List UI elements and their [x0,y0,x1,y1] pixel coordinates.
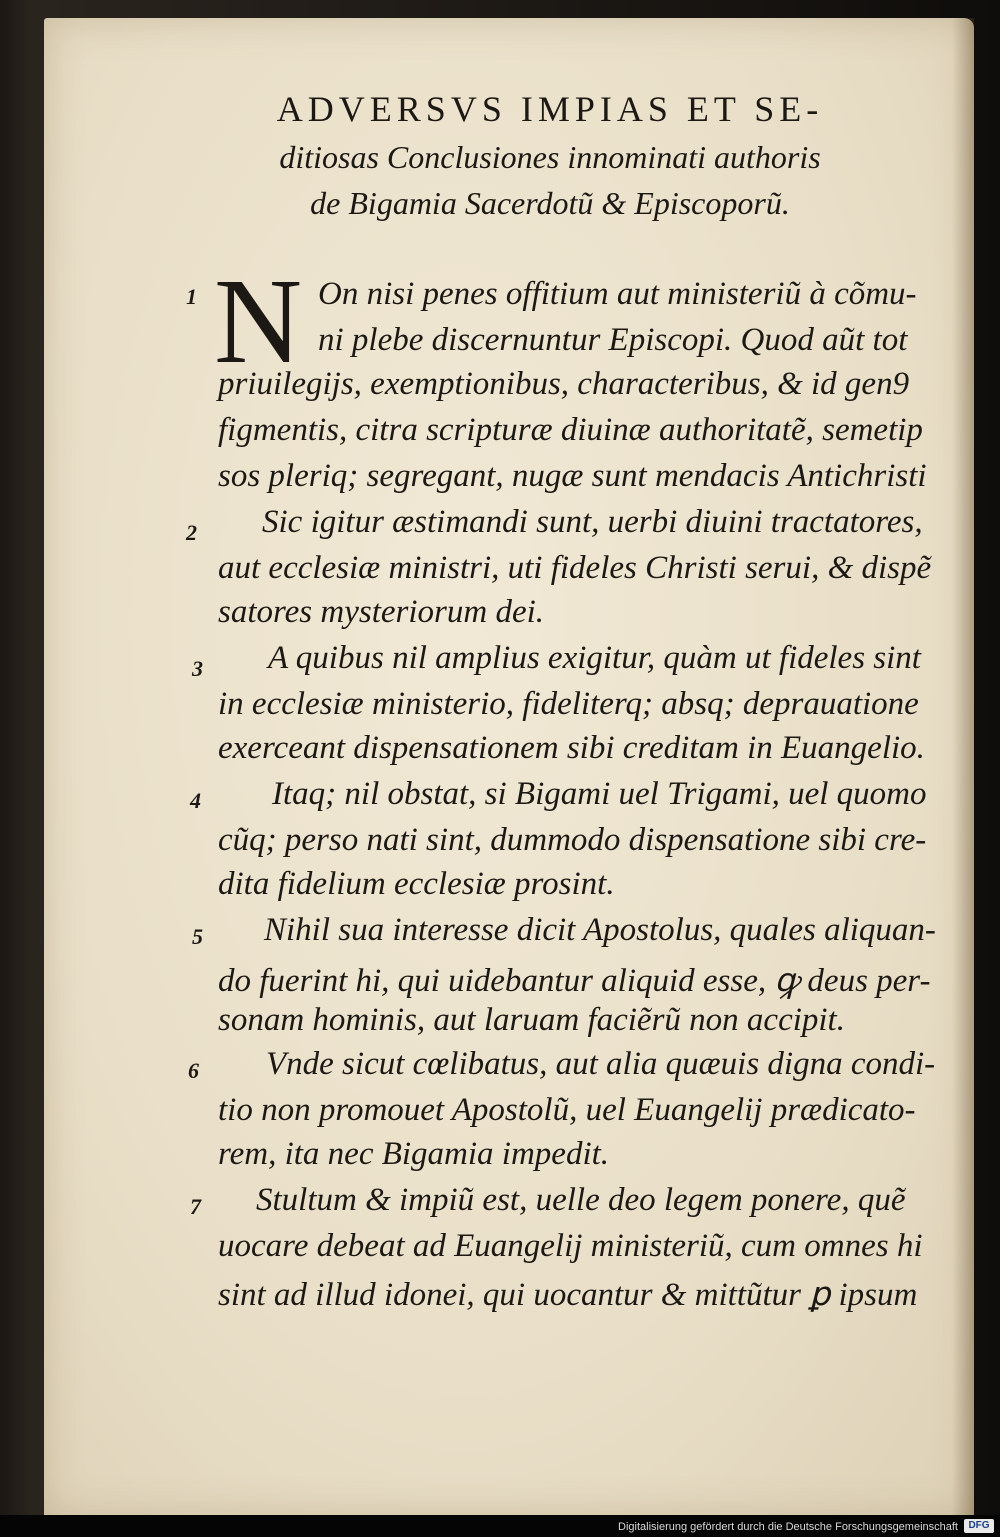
text-line: Sic igitur æstimandi sunt, uerbi diuini tractatores, [262,504,923,540]
heading-line-3: de Bigamia Sacerdotũ & Episcoporũ. [310,185,790,221]
text-line: uocare debeat ad Euangelij ministeriũ, cum omnes hi [218,1228,923,1264]
drop-cap: N [214,254,303,389]
heading-line-1: ADVERSVS IMPIAS ET SE- [276,89,824,129]
text-line: do fuerint hi, qui uidebantur aliquid esse, ꝙ deus per- [218,963,931,999]
text-line: in ecclesiæ ministerio, fideliterq; absq; deprauatione [218,686,919,722]
text-line: figmentis, citra scripturæ diuinæ authoritatẽ, semetip [218,412,923,448]
text-line: ni plebe discernuntur Episcopi. Quod aũt tot [318,322,908,358]
text-line: sos pleriq; segregant, nugæ sunt mendacis Antichristi [218,458,927,494]
text-line: Nihil sua interesse dicit Apostolus, quales aliquan- [264,912,936,948]
digitization-credit: Digitalisierung gefördert durch die Deutsche Forschungsgemeinschaft [618,1521,958,1533]
paragraph-number: 7 [190,1194,201,1219]
text-line: satores mysteriorum dei. [218,594,545,630]
text-line: rem, ita nec Bigamia impedit. [218,1136,610,1172]
text-line: dita fidelium ecclesiæ prosint. [218,866,615,902]
page-edge-shadow [952,18,974,1518]
text-line: A quibus nil amplius exigitur, quàm ut fideles sint [268,640,921,676]
page-heading [210,84,890,226]
text-line: tio non promouet Apostolũ, uel Euangelij prædicato- [218,1092,916,1128]
paragraph-number: 2 [186,520,197,545]
paragraph-number: 4 [190,788,201,813]
footer-bar [0,1515,1000,1537]
text-line: cũq; perso nati sint, dummodo dispensatione sibi cre- [218,822,927,858]
text-line: sint ad illud idonei, qui uocantur & mittũtur ꝑ ipsum [218,1277,918,1313]
text-line: aut ecclesiæ ministri, uti fideles Christi serui, & dispẽ [218,550,932,586]
dfg-logo: DFG [964,1519,994,1533]
text-line: priuilegijs, exemptionibus, characteribus, & id gen9 [218,366,910,402]
paragraph-number: 1 [186,284,197,309]
paragraph-number: 3 [192,656,203,681]
text-line: Vnde sicut cœlibatus, aut alia quæuis digna condi- [266,1046,936,1082]
text-line: On nisi penes offitium aut ministeriũ à cõmu- [318,276,917,312]
heading-line-2: ditiosas Conclusiones innominati authoris [279,139,821,175]
text-line: Stultum & impiũ est, uelle deo legem ponere, quẽ [256,1182,906,1218]
paragraph-number: 5 [192,924,203,949]
text-line: Itaq; nil obstat, si Bigami uel Trigami, uel quomo [272,776,927,812]
paragraph-number: 6 [188,1058,199,1083]
text-line: exerceant dispensationem sibi creditam in Euangelio. [218,730,925,766]
text-line: sonam hominis, aut laruam faciẽrũ non accipit. [218,1002,845,1038]
